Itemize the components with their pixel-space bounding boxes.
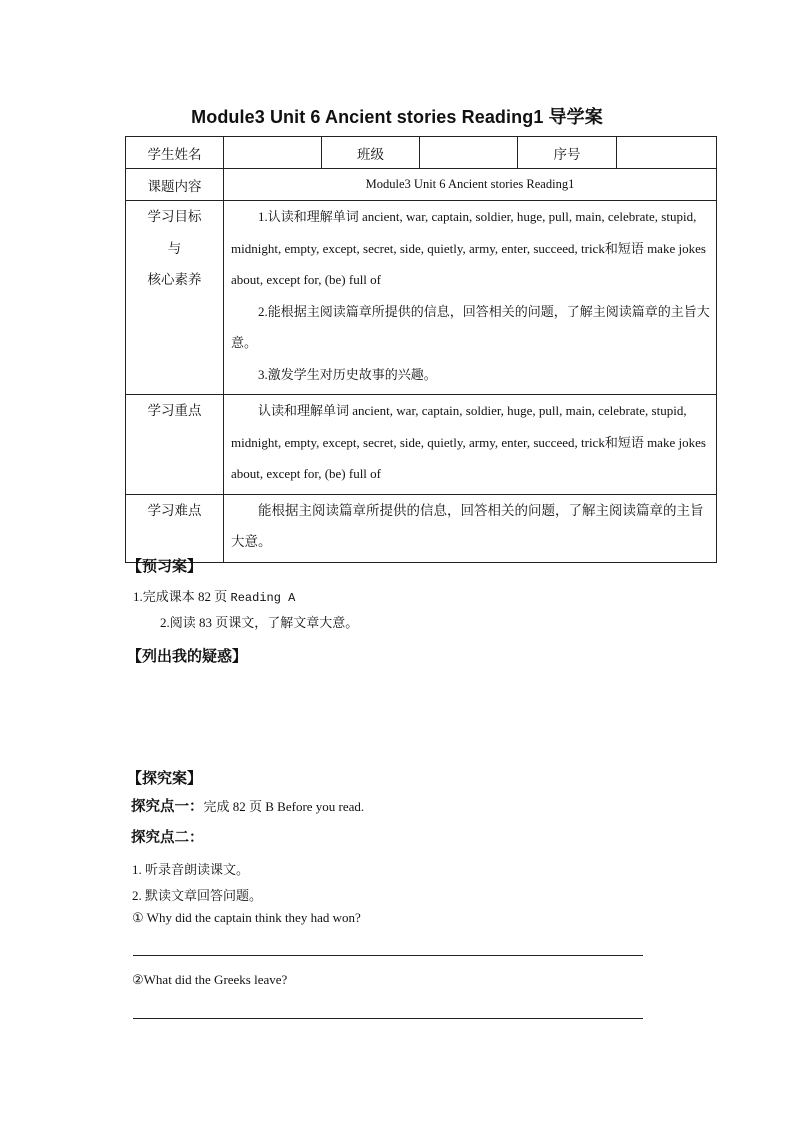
- key-label: 学习重点: [126, 395, 224, 495]
- document-title: Module3 Unit 6 Ancient stories Reading1 导学案: [191, 107, 603, 127]
- explore-step-1: 1. 听录音朗读课文。: [132, 862, 250, 877]
- difficulty-value: 能根据主阅读篇章所提供的信息，回答相关的问题，了解主阅读篇章的主旨大意。: [231, 502, 704, 549]
- answer-line-2[interactable]: [133, 1018, 643, 1019]
- class-field[interactable]: [420, 137, 518, 169]
- preview-item-1-prefix: 1.完成课本 82 页: [133, 589, 228, 604]
- question-1: ① Why did the captain think they had won?: [132, 910, 361, 925]
- number-label: 序号: [518, 137, 617, 169]
- explore-heading: 【探究案】: [127, 769, 203, 787]
- topic-row: [126, 169, 717, 201]
- key-row: [126, 395, 717, 495]
- goals-row: [126, 201, 717, 395]
- explore-point-1: [131, 795, 364, 816]
- goal-1: 1.认读和理解单词 ancient, war, captain, soldier, huge, pull, main, celebrate, stupid, midnight, empty, except, secret, side, quietly, army, enter, succeed, trick和短语 make jokes about, except for, (be) full of: [231, 209, 706, 287]
- explore-point-2-label: 探究点二：: [131, 830, 204, 846]
- goal-3: 3.激发学生对历史故事的兴趣。: [258, 366, 437, 382]
- key-value: 认读和理解单词 ancient, war, captain, soldier, huge, pull, main, celebrate, stupid, midnight, empty, except, secret, side, quietly, army, enter, succeed, trick和短语 make jokes about, except for, (be) full of: [231, 403, 706, 481]
- goal-2: 2.能根据主阅读篇章所提供的信息，回答相关的问题，了解主阅读篇章的主旨大意。: [231, 303, 710, 350]
- student-name-field[interactable]: [224, 137, 322, 169]
- goals-content: [224, 201, 717, 395]
- explore-point-2: [131, 826, 204, 847]
- info-table: [125, 136, 717, 563]
- student-name-label: 学生姓名: [126, 137, 224, 169]
- preview-heading: 【预习案】: [127, 557, 203, 575]
- goals-label: [126, 201, 224, 395]
- goals-label-line-1: 学习目标: [147, 209, 202, 224]
- goals-label-line-3: 核心素养: [147, 272, 202, 287]
- topic-label: 课题内容: [126, 169, 224, 201]
- explore-point-1-label: 探究点一：: [131, 799, 204, 815]
- answer-line-1[interactable]: [133, 955, 643, 956]
- explore-step-2: 2. 默读文章回答问题。: [132, 888, 263, 903]
- explore-point-1-text: 完成 82 页 B Before you read.: [203, 799, 365, 814]
- key-content: [224, 395, 717, 495]
- doubts-heading: 【列出我的疑惑】: [127, 647, 248, 665]
- preview-item-2: 2.阅读 83 页课文，了解文章大意。: [160, 615, 359, 630]
- difficulty-label: 学习难点: [126, 494, 224, 562]
- class-label: 班级: [322, 137, 420, 169]
- student-row: [126, 137, 717, 169]
- topic-value: Module3 Unit 6 Ancient stories Reading1: [224, 169, 717, 201]
- difficulty-row: [126, 494, 717, 562]
- preview-item-1: [133, 586, 295, 605]
- preview-item-1-suffix: Reading A: [230, 591, 296, 605]
- goals-label-line-2: 与: [167, 240, 182, 256]
- number-field[interactable]: [617, 137, 717, 169]
- question-2: ②What did the Greeks leave?: [132, 972, 288, 987]
- difficulty-content: [224, 494, 717, 562]
